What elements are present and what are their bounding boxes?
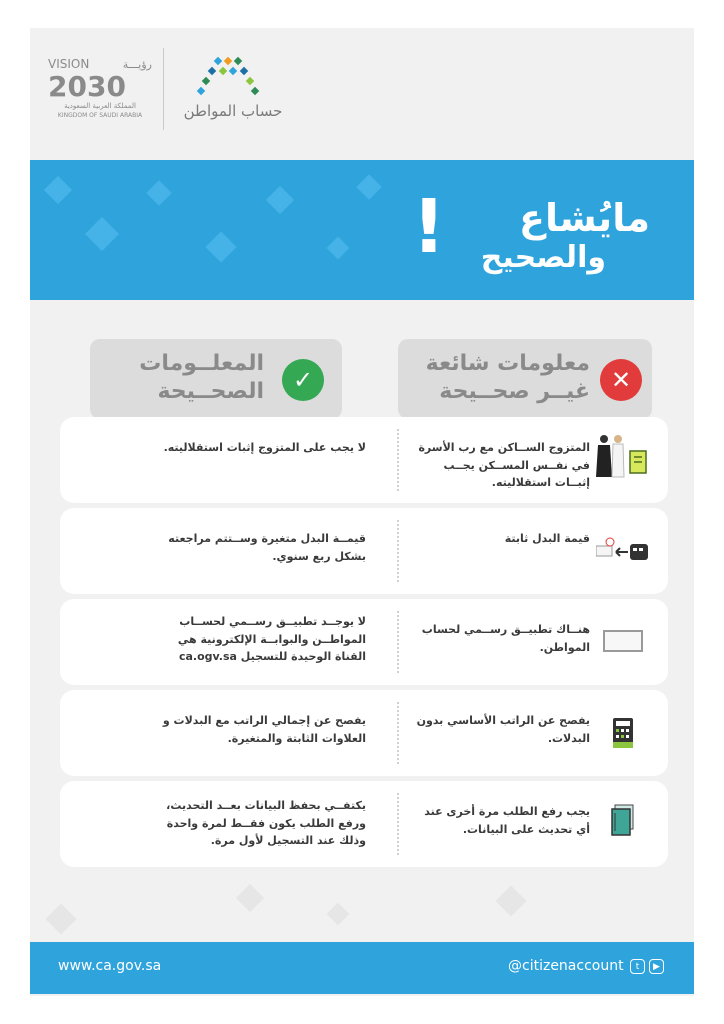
banner-title: مايُشاع [519, 196, 650, 240]
wrong-info-text: يفصح عن الراتب الأساسي بدون البدلات. [416, 714, 590, 745]
kingdom-english: KINGDOM OF SAUDI ARABIA [57, 112, 143, 119]
vision-2030-logo [44, 54, 156, 124]
vision-arabic: رؤيـــة [122, 58, 152, 71]
row-divider [397, 429, 399, 491]
wrong-header-line1: معلومات شائعة [425, 351, 590, 376]
logo-divider [163, 48, 164, 130]
correct-header-line2: الصحــيحة [157, 379, 264, 404]
decorative-square [327, 903, 350, 926]
wallet-arrow-icon [596, 522, 650, 578]
social-handle[interactable]: @citizenaccount [508, 958, 624, 974]
calculator-icon [596, 704, 650, 760]
comparison-row [60, 690, 668, 776]
website-link[interactable]: www.ca.gov.sa [58, 958, 162, 974]
decorative-square [45, 903, 76, 934]
hero-banner [30, 160, 694, 300]
correct-info-text: يفصح عن إجمالي الراتب مع البدلات و العلاوات الثابتة والمتغيرة. [162, 714, 366, 745]
correct-info-header [90, 339, 342, 419]
wrong-info-text: يجب رفع الطلب مرة أخرى عند أي تحديث على البيانات. [424, 805, 590, 836]
youtube-icon[interactable]: ▶ [649, 959, 664, 974]
twitter-icon[interactable]: t [630, 959, 645, 974]
row-divider [397, 611, 399, 673]
citizen-account-logo [172, 54, 294, 124]
decorative-square [205, 231, 236, 262]
brand-name: حساب المواطن [183, 102, 283, 120]
wrong-info-text: هنــاك تطبيــق رســمي لحساب المواطن. [421, 623, 590, 654]
decorative-square [356, 174, 381, 199]
decorative-square [327, 237, 350, 260]
correct-info-text: لا يوجــد تطبيــق رســمي لحســاب المواطــن والبوابــة الإلكترونية هي القناة الوحيدة للتسجيل ca.ogv.sa [177, 615, 366, 664]
exclamation-icon: ! [412, 184, 446, 270]
comparison-row [60, 599, 668, 685]
footer-bar [30, 942, 694, 994]
correct-info-text: يكتفــي بحفظ البيانات بعــد التحديث، ورفع الطلب يكون فقــط لمرة واحدة وذلك عند التسجيل لأول مرة. [166, 799, 366, 848]
monitor-icon [596, 613, 650, 669]
comparison-row [60, 417, 668, 503]
decorative-square [495, 885, 526, 916]
comparison-row [60, 781, 668, 867]
decorative-square [236, 884, 264, 912]
decorative-square [85, 217, 119, 251]
couple-icon [596, 431, 650, 487]
decorative-square [44, 176, 72, 204]
wrong-info-text: المتزوج الســاكن مع رب الأسرة في نفــس المســكن يجــب إثبــات استقلاليته. [418, 441, 590, 490]
comparison-row [60, 508, 668, 594]
checkmark-icon: ✓ [282, 359, 324, 401]
decorative-square [266, 186, 294, 214]
wrong-header-line2: غيــر صحــيحة [439, 379, 590, 404]
correct-info-text: لا يجب على المتزوج إثبات استقلاليته. [163, 441, 366, 454]
decorative-square [146, 180, 171, 205]
cross-icon: ✕ [600, 359, 642, 401]
vision-year: 2030 [48, 70, 126, 103]
row-divider [397, 520, 399, 582]
wrong-info-header [398, 339, 652, 419]
wrong-info-text: قيمة البدل ثابتة [504, 532, 590, 545]
document-icon [596, 795, 650, 851]
row-divider [397, 793, 399, 855]
kingdom-arabic: المملكة العربية السعودية [64, 102, 136, 110]
citizen-account-mark-icon [172, 54, 294, 124]
banner-subtitle: والصحيح [480, 240, 606, 275]
poster [30, 28, 694, 996]
correct-info-text: قيمــة البدل متغيرة وســتتم مراجعته بشكل ربع سنوي. [168, 532, 366, 563]
correct-header-line1: المعلــومات [139, 351, 264, 376]
vision-word: VISION [48, 57, 90, 71]
row-divider [397, 702, 399, 764]
